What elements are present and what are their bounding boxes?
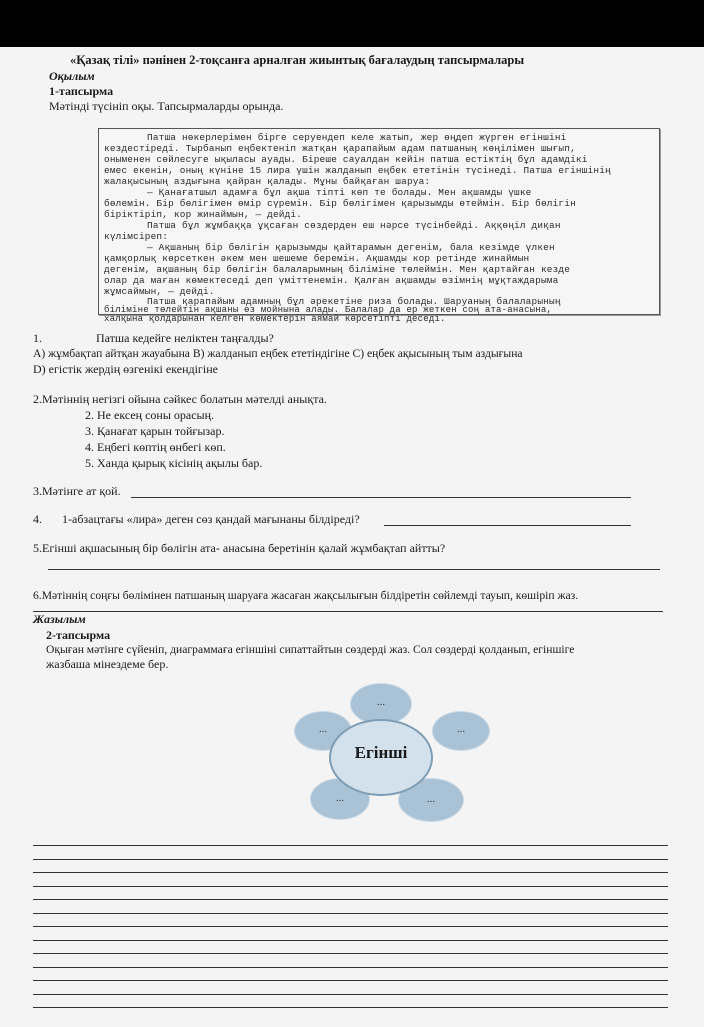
- q3-text: 3.Мәтінге ат қой.: [33, 484, 121, 498]
- q5-answer-line[interactable]: [48, 569, 660, 570]
- task2-title: 2-тапсырма: [46, 628, 111, 642]
- task2-instruction: Оқыған мәтінге сүйеніп, диаграммаға егіншіні сипаттайтын сөздерді жаз. Сол сөздерді қолданып, егіншіге: [46, 643, 575, 656]
- section-reading-title: Оқылым: [49, 69, 95, 83]
- text-line: — Қанағатшыл адамға бұл ақша тіпті көп те болады. Мен ақшамды үшке: [147, 187, 532, 198]
- q6-answer-line[interactable]: [33, 611, 663, 612]
- diagram-bubble[interactable]: [432, 711, 490, 751]
- text-line: Патша бұл жұмбаққа ұқсаған сөздерден еш нәрсе түсінбейді. Аққөңіл диқан: [147, 220, 561, 231]
- bubble-placeholder: ...: [318, 724, 328, 735]
- text-line: қамқорлық көрсеткен әкем мен шешеме беремін. Ақшамды кор ретінде жинаймын: [104, 253, 530, 264]
- q1-number: 1.: [33, 331, 42, 345]
- writing-line[interactable]: [33, 1007, 668, 1008]
- text-line: біріктіріп, кор жинаймын, — дейді.: [104, 209, 303, 220]
- q5-text: 5.Егінші ақшасының бір бөлігін ата- анасына беретінін қалай жұмбақтап айтты?: [33, 541, 446, 555]
- section-writing-title: Жазылым: [33, 612, 86, 626]
- task2-instruction-cont: жазбаша мінездеме бер.: [46, 657, 169, 671]
- text-line: Патша қарапайым адамның бұл әрекетіне риза болады. Шаруаның балаларының: [147, 296, 561, 307]
- text-line: емес екенін, оның күніне 15 лира үшін жалданып еңбек ететінін түсінеді. Патша егіншінің: [104, 165, 611, 176]
- task1-instruction: Мәтінді түсініп оқы. Тапсырмаларды орында.: [49, 99, 284, 113]
- writing-line[interactable]: [33, 886, 668, 887]
- writing-line[interactable]: [33, 913, 668, 914]
- q1-text: Патша кедейге неліктен таңғалды?: [96, 331, 274, 345]
- q2-item: 3. Қанағат қарын тойғызар.: [85, 424, 225, 438]
- q3-answer-line[interactable]: [131, 497, 631, 498]
- writing-line[interactable]: [33, 994, 668, 995]
- writing-line[interactable]: [33, 980, 668, 981]
- text-line: халқына қолдарынан келген көмектерін аямай көрсетіпті деседі.: [104, 314, 446, 324]
- writing-line[interactable]: [33, 926, 668, 927]
- writing-line[interactable]: [33, 872, 668, 873]
- text-line: дегенім, ақшаның бір бөлігін балаларымның біліміне төлеймін. Мен қартайған кезде: [104, 264, 571, 275]
- q4-number: 4.: [33, 512, 42, 526]
- bubble-placeholder: ...: [456, 724, 466, 735]
- q6-text: 6.Мәтіннің соңғы бөлімінен патшаның шаруаға жасаған жақсылығын білдіретін сөйлемді тауып, көшіріп жаз.: [33, 589, 579, 602]
- writing-line[interactable]: [33, 859, 668, 860]
- writing-line[interactable]: [33, 845, 668, 846]
- task1-title: 1-тапсырма: [49, 84, 114, 98]
- q1-options-abc: А) жұмбақтап айтқан жауабына В) жалданып еңбек ететіндігіне С) еңбек ақысының тым аздығына: [33, 347, 523, 360]
- q2-item: 5. Ханда қырық кісінің ақылы бар.: [85, 456, 263, 470]
- text-line: олар да маған көмектеседі деп үміттенемін. Қалған ақшамды өзімнің мұқтаждарыма: [104, 275, 559, 286]
- text-line: кездестіреді. Тырбанып еңбектеніп жатқан қарапайым адам патшаның көңілімен шығып,: [104, 143, 576, 154]
- q1-option-d: D) егістік жердің өзгенікі екендігіне: [33, 362, 218, 376]
- top-black-bar: [0, 0, 704, 47]
- writing-line[interactable]: [33, 940, 668, 941]
- bubble-placeholder: ...: [376, 697, 386, 708]
- q2-item: 4. Еңбегі көптің өнбегі көп.: [85, 440, 226, 454]
- text-line: жұмсаймын, — дейді.: [104, 286, 215, 297]
- text-line: жалақысының аздығына қайран қалады. Мұны байқаған шаруа:: [104, 176, 431, 187]
- text-line: біліміне төлейтін ақшаны өз мойнына алады. Балалар да ер жеткен соң ата-анасына,: [104, 305, 553, 315]
- bubble-placeholder: ...: [335, 793, 345, 804]
- writing-line[interactable]: [33, 967, 668, 968]
- q4-answer-line[interactable]: [384, 525, 631, 526]
- writing-line[interactable]: [33, 899, 668, 900]
- text-line: бөлемін. Бір бөлігімен өмір сүремін. Бір бөлігімен қарызымды өтеймін. Бір бөлігін: [104, 198, 576, 209]
- document-title: «Қазақ тілі» пәнінен 2-тоқсанға арналған жиынтық бағалаудың тапсырмалары: [70, 53, 525, 67]
- q2-item: 2. Не ексең соны орасың.: [85, 408, 215, 422]
- text-line: — Ақшаның бір бөлігін қарызымды қайтарамын дегенім, бала кезімде үлкен: [147, 242, 555, 253]
- q4-text: 1-абзацтағы «лира» деген сөз қандай мағынаны білдіреді?: [62, 512, 360, 526]
- text-line: Патша нөкерлерімен бірге серуендеп келе жатып, жер өңдеп жүрген егіншіні: [147, 132, 567, 143]
- text-line: күлімсіреп:: [104, 231, 169, 242]
- diagram-center-label: Егінші: [354, 743, 408, 762]
- bubble-placeholder: ...: [426, 794, 436, 805]
- writing-line[interactable]: [33, 953, 668, 954]
- text-line: оныменен сөйлесуге ықыласы ауады. Біреше сауалдан кейін патша естіктің бұл адамдікі: [104, 154, 588, 165]
- diagram-center-ellipse: [329, 719, 433, 796]
- q2-text: 2.Мәтіннің негізгі ойына сәйкес болатын мәтелді анықта.: [33, 392, 327, 406]
